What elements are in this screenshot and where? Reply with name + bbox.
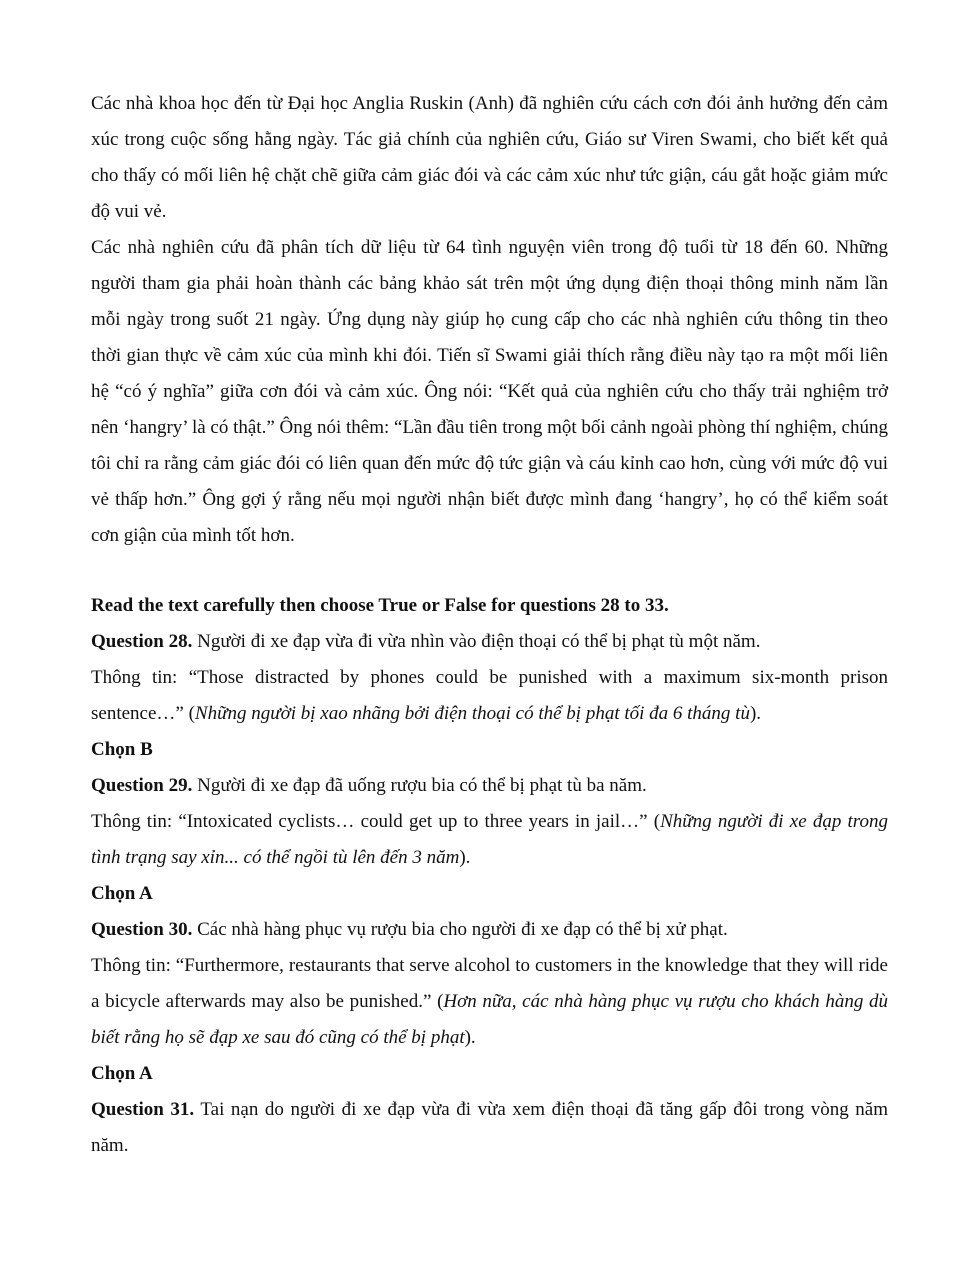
passage-paragraph-1: Các nhà khoa học đến từ Đại học Anglia Ruskin (Anh) đã nghiên cứu cách cơn đói ảnh hưởng đến cảm xúc trong cuộc sống hằng ngày. Tác giả chính của nghiên cứu, Giáo sư Viren Swami, cho biết kết quả cho thấy có mối liên hệ chặt chẽ giữa cảm giác đói và các cảm xúc như tức giận, cáu gắt hoặc giảm mức độ vui vẻ. (91, 93, 888, 222)
question-31 (91, 1092, 888, 1164)
question-30-answer: Chọn A (91, 1063, 153, 1084)
info-close: ). (464, 1027, 476, 1048)
info-translation: Những người đi xe đạp trong tình trạng say xỉn... có thể ngồi tù lên đến 3 năm (91, 811, 888, 868)
section-gap (91, 554, 888, 588)
info-quote: “Furthermore, restaurants that serve alcohol to customers in the knowledge that they will ride a bicycle afterwards may also be punished.” ( (91, 955, 888, 1012)
question-statement: Người đi xe đạp đã uống rượu bia có thể bị phạt tù ba năm. (192, 775, 647, 796)
info-translation: Những người bị xao nhãng bởi điện thoại có thể bị phạt tối đa 6 tháng tù (194, 703, 750, 724)
info-quote: “Intoxicated cyclists… could get up to three years in jail…” ( (178, 811, 661, 832)
question-label: Question 30. (91, 919, 193, 940)
question-statement: Người đi xe đạp vừa đi vừa nhìn vào điện thoại có thể bị phạt tù một năm. (192, 631, 761, 652)
question-28-answer: Chọn B (91, 739, 153, 760)
question-28 (91, 624, 888, 660)
info-quote: “Those distracted by phones could be punished with a maximum six-month prison sentence…” ( (91, 667, 888, 724)
question-30-info (91, 948, 888, 1056)
question-29-answer: Chọn A (91, 883, 153, 904)
question-statement: Các nhà hàng phục vụ rượu bia cho người đi xe đạp có thể bị xử phạt. (192, 919, 728, 940)
question-28-info (91, 660, 888, 732)
question-statement: Tai nạn do người đi xe đạp vừa đi vừa xem điện thoại đã tăng gấp đôi trong vòng năm năm. (91, 1099, 888, 1156)
question-29 (91, 768, 888, 804)
question-30 (91, 912, 888, 948)
passage-paragraph-2: Các nhà nghiên cứu đã phân tích dữ liệu từ 64 tình nguyện viên trong độ tuổi từ 18 đến 60. Những người tham gia phải hoàn thành các bảng khảo sát trên một ứng dụng điện thoại thông minh năm lần mỗi ngày trong suốt 21 ngày. Ứng dụng này giúp họ cung cấp cho các nhà nghiên cứu thông tin theo thời gian thực về cảm xúc của mình khi đói. Tiến sĩ Swami giải thích rằng điều này tạo ra một mối liên hệ “có ý nghĩa” giữa cơn đói và cảm xúc. Ông nói: “Kết quả của nghiên cứu cho thấy trải nghiệm trở nên ‘hangry’ là có thật.” Ông nói thêm: “Lần đầu tiên trong một bối cảnh ngoài phòng thí nghiệm, chúng tôi chỉ ra rằng cảm giác đói có liên quan đến mức độ tức giận và cáu kỉnh cao hơn, cùng với mức độ vui vẻ thấp hơn.” Ông gợi ý rằng nếu mọi người nhận biết được mình đang ‘hangry’, họ có thể kiểm soát cơn giận của mình tốt hơn. (91, 237, 888, 546)
info-close: ). (459, 847, 471, 868)
question-29-info (91, 804, 888, 876)
info-close: ). (749, 703, 762, 724)
question-label: Question 29. (91, 775, 193, 796)
info-prefix: Thông tin: (91, 955, 176, 976)
info-prefix: Thông tin: (91, 667, 189, 688)
document-page (91, 86, 888, 1164)
question-label: Question 31. (91, 1099, 195, 1120)
instruction-heading: Read the text carefully then choose True or False for questions 28 to 33. (91, 595, 669, 616)
info-translation: Hơn nữa, các nhà hàng phục vụ rượu cho khách hàng dù biết rằng họ sẽ đạp xe sau đó cũng có thể bị phạt (91, 991, 888, 1048)
info-prefix: Thông tin: (91, 811, 179, 832)
question-label: Question 28. (91, 631, 193, 652)
